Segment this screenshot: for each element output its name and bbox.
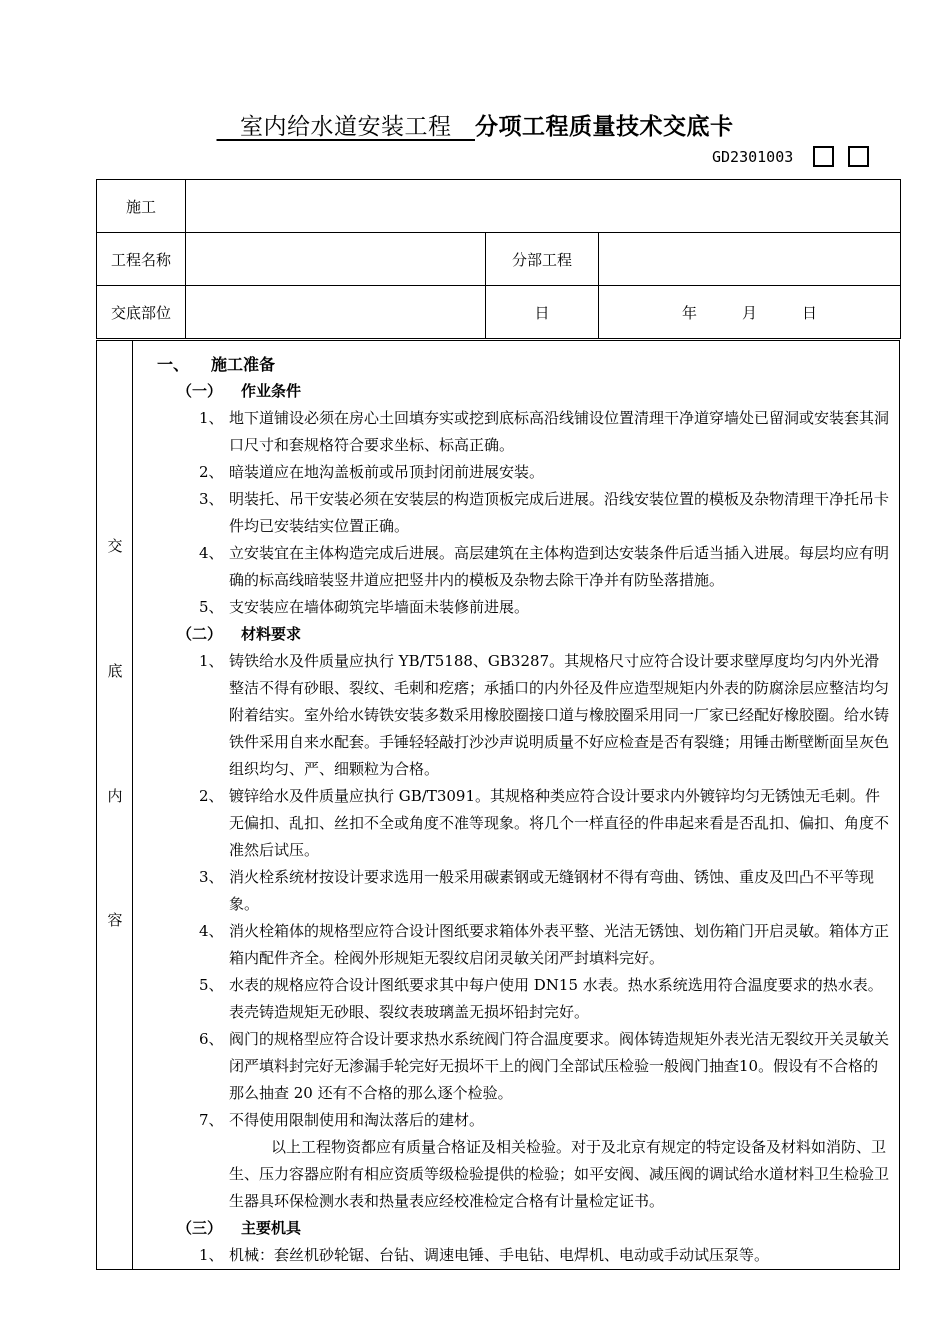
list-item: 3、 消火栓系统材按设计要求选用一般采用碳素钢或无缝钢材不得有弯曲、锈蚀、重皮及凹凸不平等现象。 — [199, 868, 875, 913]
list-item: 4、 立安装宜在主体构造完成后进展。高层建筑在主体构造到达安装条件后适当插入进展。每层均应有明确的标高线暗装竖井道应把竖井内的模板及杂物去除干净并有防坠落措施。 — [199, 544, 890, 589]
list-item: 5、 支安装应在墙体砌筑完毕墙面未装修前进展。 — [199, 598, 530, 616]
project-name: 室内给水道安装工程 — [216, 114, 475, 140]
side-label-char: 内 — [107, 787, 123, 805]
subsection-heading: （一） 作业条件 — [177, 382, 302, 400]
project-name-value[interactable] — [186, 233, 486, 286]
list-item: 1、 铸铁给水及件质量应执行 YB/T5188、GB3287。其规格尺寸应符合设计要求壁厚度均匀内外光滑整洁不得有砂眼、裂纹、毛刺和疙瘩；承插口的内外径及件应造型规矩内外表的防腐涂层应整洁均匀附着结实。室外给水铸铁安装多数采用橡胶圈接口道与橡胶圈采用同一厂家已经配好橡胶圈。给水铸铁件采用自来水配套。手锤轻轻敲打沙沙声说明质量不好应检查是否有裂缝；用锤击断壁断面呈灰色组织均匀、严、细颗粒为合格。 — [199, 652, 890, 778]
subsection-heading: （三） 主要机具 — [177, 1219, 302, 1237]
construction-value[interactable] — [186, 180, 901, 233]
division-value[interactable] — [599, 233, 901, 286]
document-title — [0, 108, 950, 141]
division-label: 分部工程 — [486, 233, 599, 286]
section-heading: 一、 施工准备 — [157, 355, 276, 374]
date-label: 日 — [486, 286, 599, 339]
handover-content — [96, 340, 900, 1270]
content-body — [133, 341, 899, 1269]
title-suffix: 分项工程质量技术交底卡 — [475, 113, 734, 140]
side-label-char: 容 — [107, 911, 123, 929]
list-item: 3、 明装托、吊干安装必须在安装层的构造顶板完成后进展。沿线安装位置的模板及杂物清理干净托吊卡件均已安装结实位置正确。 — [199, 490, 890, 535]
date-value[interactable]: 年 月 日 — [599, 286, 901, 339]
list-item: 2、 暗装道应在地沟盖板前或吊顶封闭前进展安装。 — [199, 463, 545, 481]
side-label-column — [97, 341, 133, 1269]
header-table — [96, 179, 901, 339]
list-item: 1、 地下道铺设必须在房心土回填夯实或挖到底标高沿线铺设位置清理干净道穿墙处已留洞或安装套其洞口尺寸和套规格符合要求坐标、标高正确。 — [199, 409, 890, 454]
list-item: 4、 消火栓箱体的规格型应符合设计图纸要求箱体外表平整、光洁无锈蚀、划伤箱门开启灵敏。箱体方正箱内配件齐全。栓阀外形规矩无裂纹启闭灵敏关闭严封填料完好。 — [199, 922, 890, 967]
list-item: 5、 水表的规格应符合设计图纸要求其中每户使用 DN15 水表。热水系统选用符合温度要求的热水表。表壳铸造规矩无砂眼、裂纹表玻璃盖无损坏铅封完好。 — [199, 976, 883, 1021]
handover-location-label: 交底部位 — [97, 286, 186, 339]
handover-location-value[interactable] — [186, 286, 486, 339]
list-item: 1、 机械：套丝机砂轮锯、台钻、调速电锤、手电钻、电焊机、电动或手动试压泵等。 — [199, 1246, 770, 1264]
list-item: 7、 不得使用限制使用和淘汰落后的建材。 — [199, 1111, 485, 1129]
checkbox-1[interactable] — [813, 146, 834, 167]
document-code: GD2301003 — [712, 148, 794, 166]
checkbox-2[interactable] — [848, 146, 869, 167]
subsection-heading: （二） 材料要求 — [177, 625, 302, 643]
list-item: 2、 镀锌给水及件质量应执行 GB/T3091。其规格种类应符合设计要求内外镀锌均匀无锈蚀无毛刺。件无偏扣、乱扣、丝扣不全或角度不准等现象。将几个一样直径的件串起来看是否乱扣、偏扣、角度不准然后试压。 — [199, 787, 890, 859]
construction-label: 施工 — [97, 180, 186, 233]
side-label-char: 交 — [107, 537, 123, 555]
materials-note: 以上工程物资都应有质量合格证及相关检验。对于及北京有规定的特定设备及材料如消防、卫生、压力容器应附有相应资质等级检验提供的检验；如平安阀、减压阀的调试给水道材料卫生检验卫生器具环保检测水表和热量表应经校准检定合格有计量检定证书。 — [229, 1138, 890, 1210]
side-label-char: 底 — [107, 662, 123, 680]
list-item: 6、 阀门的规格型应符合设计要求热水系统阀门符合温度要求。阀体铸造规矩外表光洁无裂纹开关灵敏关闭严填料封完好无渗漏手轮完好无损坏干上的阀门全部试压检验一般阀门抽查10。假设有不合格的那么抽查 20 还有不合格的那么逐个检验。 — [199, 1030, 890, 1102]
project-name-label: 工程名称 — [97, 233, 186, 286]
